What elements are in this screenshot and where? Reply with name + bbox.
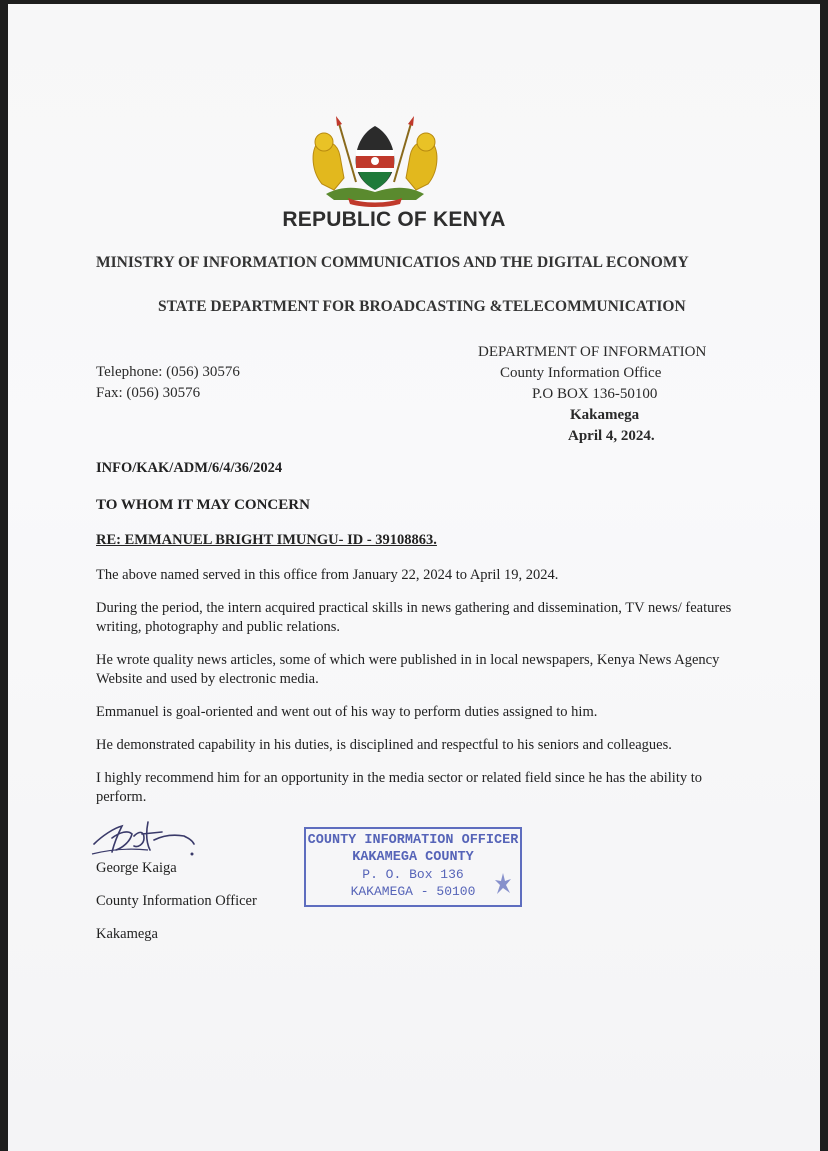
republic-heading: REPUBLIC OF KENYA — [282, 208, 506, 231]
stamp-line-1: COUNTY INFORMATION OFFICER — [307, 833, 519, 848]
office-line: County Information Office — [500, 365, 662, 381]
signatory-name: George Kaiga — [96, 860, 177, 876]
stamp-line-2: KAKAMEGA COUNTY — [352, 850, 474, 865]
ministry-heading: MINISTRY OF INFORMATION COMMUNICATIOS AND THE DIGITAL ECONOMY — [96, 254, 689, 271]
letter-body — [96, 566, 744, 821]
contact-block — [96, 362, 240, 404]
stamp-line-4: KAKAMEGA - 50100 — [350, 884, 476, 899]
state-department-heading: STATE DEPARTMENT FOR BROADCASTING &TELECOMMUNICATION — [158, 298, 686, 315]
signatory-place: Kakamega — [96, 926, 158, 942]
reference-number: INFO/KAK/ADM/6/4/36/2024 — [96, 460, 283, 476]
body-paragraph: During the period, the intern acquired practical skills in news gathering and dissemination, TV news/ features writing, photography and public relations. — [96, 600, 732, 635]
body-paragraph: He demonstrated capability in his duties, is disciplined and respectful to his seniors and colleagues. — [96, 737, 672, 753]
letter-page — [8, 4, 820, 1151]
signatory-title: County Information Officer — [96, 893, 257, 909]
town-line: Kakamega — [570, 407, 640, 423]
signature-icon — [88, 814, 198, 862]
po-box-line: P.O BOX 136-50100 — [532, 386, 658, 402]
body-paragraph: I highly recommend him for an opportunity in the media sector or related field since he has the ability to perform. — [96, 770, 703, 805]
body-paragraph: The above named served in this office from January 22, 2024 to April 19, 2024. — [96, 567, 559, 583]
coat-of-arms-icon — [304, 112, 446, 208]
subject-line: RE: EMMANUEL BRIGHT IMUNGU- ID - 39108863. — [96, 532, 437, 548]
fax-line: Fax: (056) 30576 — [96, 385, 201, 401]
body-paragraph: He wrote quality news articles, some of which were published in in local newspapers, Kenya News Agency Website and used by electronic media. — [96, 652, 720, 687]
official-stamp — [304, 827, 522, 907]
telephone-line: Telephone: (056) 30576 — [96, 364, 240, 380]
stamp-line-3: P. O. Box 136 — [362, 867, 464, 882]
ink-blot-icon — [494, 871, 512, 897]
address-block — [476, 342, 736, 447]
body-paragraph: Emmanuel is goal-oriented and went out of his way to perform duties assigned to him. — [96, 704, 598, 720]
salutation: TO WHOM IT MAY CONCERN — [96, 497, 310, 513]
department-line: DEPARTMENT OF INFORMATION — [478, 344, 707, 360]
letter-date: April 4, 2024. — [568, 428, 655, 444]
